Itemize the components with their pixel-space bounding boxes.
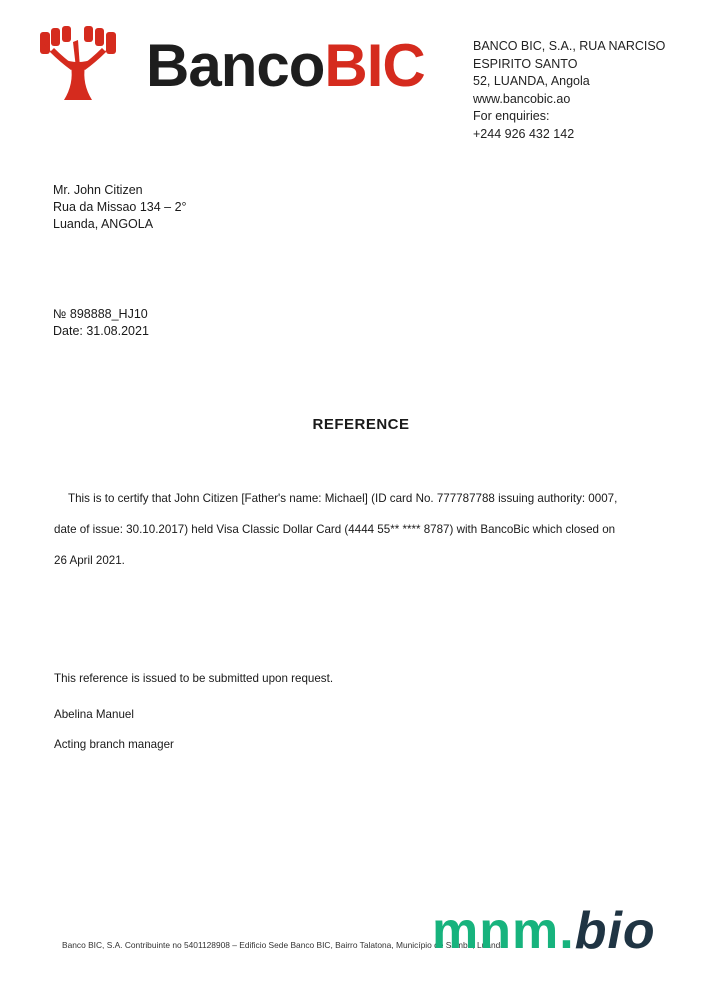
bank-website: www.bancobic.ao [473, 91, 571, 106]
tree-logo-icon [38, 26, 118, 104]
reference-info [53, 306, 149, 340]
logo-word-bic: BIC [324, 32, 425, 99]
watermark-part: bio [574, 902, 656, 960]
bank-phone: +244 926 432 142 [473, 126, 575, 141]
document-title: REFERENCE [312, 416, 410, 433]
recipient-name: Mr. John Citizen [53, 183, 143, 197]
reference-number: № 898888_HJ10 [53, 307, 148, 321]
recipient-city: Luanda, ANGOLA [53, 217, 154, 231]
recipient-address [53, 182, 187, 233]
body-line: This is to certify that John Citizen [Father's name: Michael] (ID card No. 777787788 issuing authority: 0007, [68, 492, 618, 505]
closing-statement: This reference is issued to be submitted upon request. [54, 672, 334, 685]
page-footer: Banco BIC, S.A. Contribuinte no 5401128908 – Edificio Sede Banco BIC, Bairro Talatona, Município de Samba, Luanda [62, 940, 505, 950]
logo-word-banco: Banco [146, 32, 325, 99]
watermark-part: mnm. [432, 902, 575, 960]
reference-date: Date: 31.08.2021 [53, 324, 149, 338]
body-line: date of issue: 30.10.2017) held Visa Classic Dollar Card (4444 55** **** 8787) with BancoBic which closed on [54, 523, 616, 536]
body-paragraph [54, 490, 674, 583]
signatory-title: Acting branch manager [54, 738, 174, 751]
bank-address-line: 52, LUANDA, Angola [473, 74, 590, 88]
logo-wordmark [146, 34, 425, 98]
bank-address-line: BANCO BIC, S.A., RUA NARCISO [473, 39, 666, 53]
watermark-logo [432, 896, 656, 966]
bank-address [473, 38, 665, 143]
bank-address-line: ESPIRITO SANTO [473, 56, 578, 71]
signatory-name: Abelina Manuel [54, 708, 134, 721]
recipient-street: Rua da Missao 134 – 2° [53, 200, 187, 214]
bank-logo [38, 24, 425, 104]
body-line: 26 April 2021. [54, 554, 125, 567]
bank-enquiries-label: For enquiries: [473, 109, 550, 123]
